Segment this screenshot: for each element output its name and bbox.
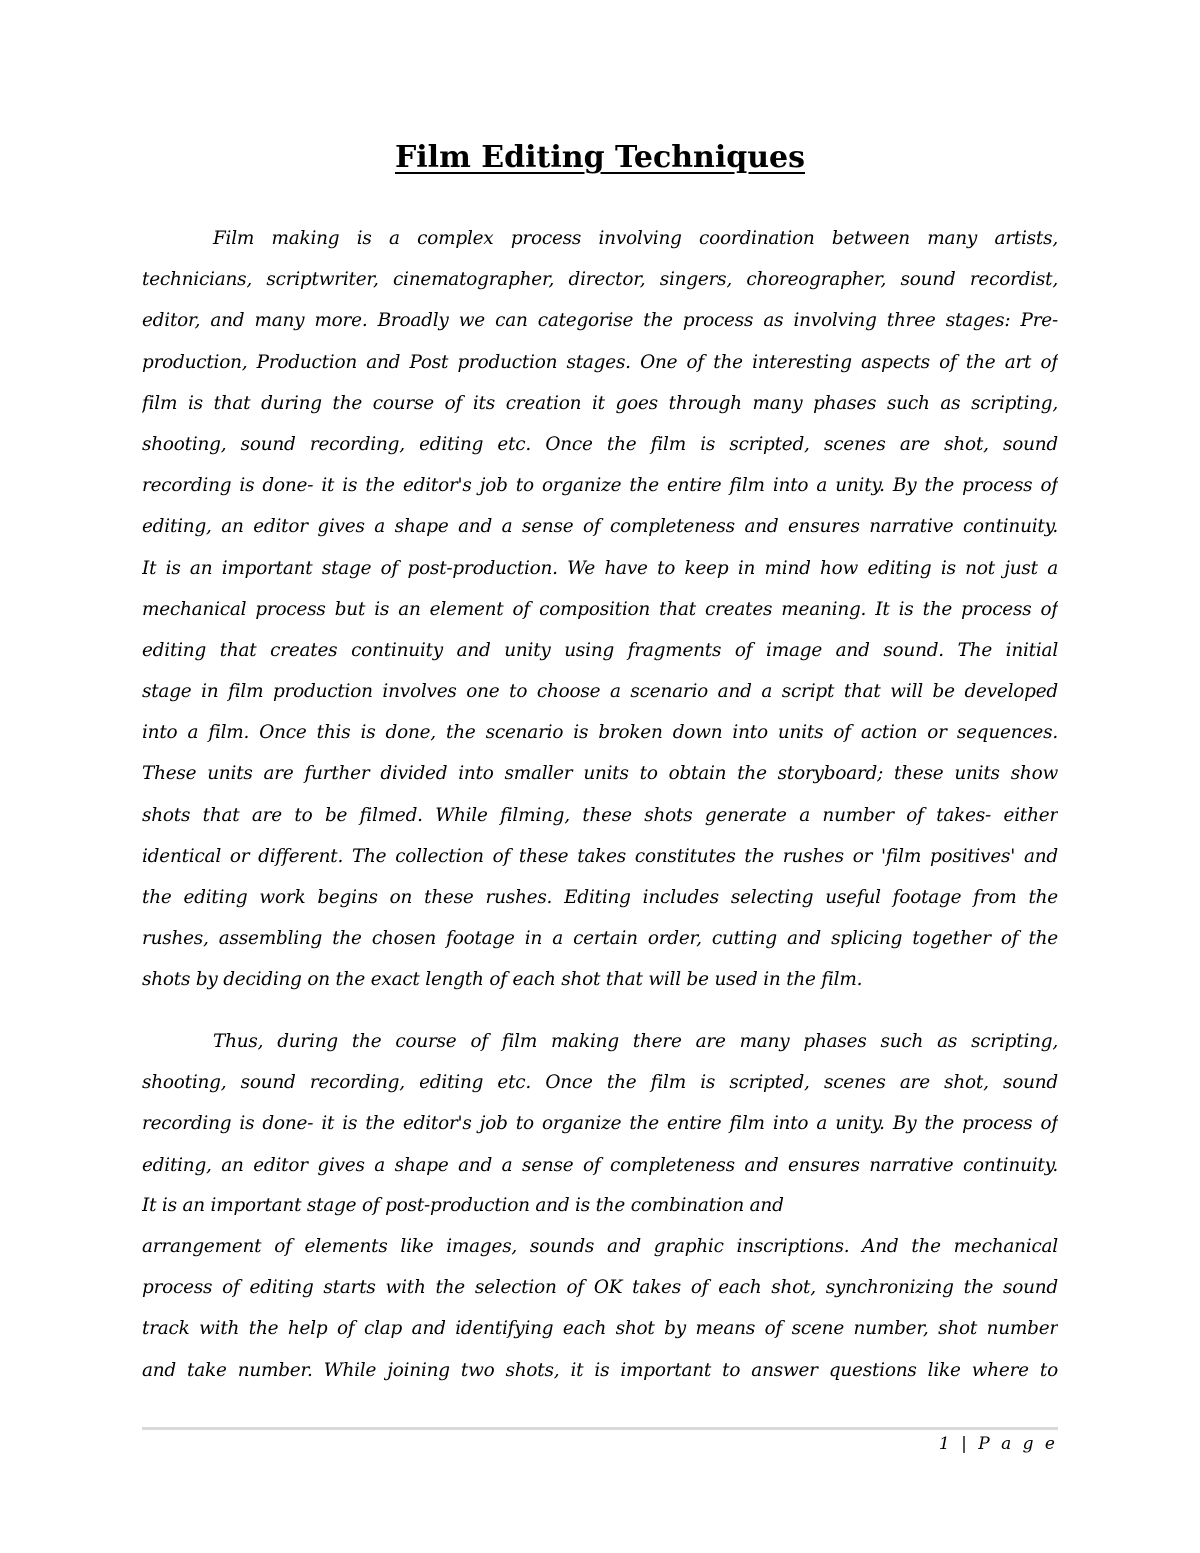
paragraph-line: and take number. While joining two shots, it is important to answer questions like where to <box>142 1359 1058 1381</box>
paragraph-line: process of editing starts with the selection of OK takes of each shot, synchronizing the sound <box>142 1277 1058 1299</box>
paragraph-line: film is that during the course of its creation it goes through many phases such as scripting, <box>142 392 1058 414</box>
paragraph-line: It is an important stage of post-production and is the combination and <box>142 1195 784 1216</box>
paragraph-line: Thus, during the course of film making there are many phases such as scripting, <box>213 1031 1058 1052</box>
paragraph-line: stage in film production involves one to choose a scenario and a script that will be developed <box>142 681 1058 703</box>
paragraph-line: It is an important stage of post-production. We have to keep in mind how editing is not just a <box>142 557 1058 579</box>
paragraph-line: the editing work begins on these rushes. Editing includes selecting useful footage from the <box>142 887 1058 908</box>
paragraph-2 <box>142 1021 1058 1186</box>
paragraph-line: arrangement of elements like images, sounds and graphic inscriptions. And the mechanical <box>142 1236 1058 1257</box>
paragraph-line: editing, an editor gives a shape and a sense of completeness and ensures narrative continuity. <box>142 1154 1058 1176</box>
paragraph-line: recording is done- it is the editor's job to organize the entire film into a unity. By the process of <box>142 475 1058 497</box>
paragraph-line: shots by deciding on the exact length of each shot that will be used in the film. <box>142 969 863 991</box>
paragraph-line: technicians, scriptwriter, cinematographer, director, singers, choreographer, sound recordist, <box>142 269 1058 291</box>
paragraph-line: mechanical process but is an element of composition that creates meaning. It is the process of <box>142 598 1058 620</box>
paragraph-line: track with the help of clap and identifying each shot by means of scene number, shot number <box>142 1318 1058 1340</box>
paragraph-line: shooting, sound recording, editing etc. Once the film is scripted, scenes are shot, sound <box>142 1072 1058 1094</box>
paragraph-line: production, Production and Post production stages. One of the interesting aspects of the art of <box>142 351 1058 373</box>
paragraph-line: editor, and many more. Broadly we can categorise the process as involving three stages: Pre- <box>142 310 1058 332</box>
document-title: Film Editing Techniques <box>394 140 806 175</box>
paragraph-line: identical or different. The collection of these takes constitutes the rushes or 'film positives' and <box>142 845 1058 867</box>
paragraph-line: rushes, assembling the chosen footage in a certain order, cutting and splicing together of the <box>142 928 1058 950</box>
paragraph-3 <box>142 1226 1058 1391</box>
paragraph-line: These units are further divided into smaller units to obtain the storyboard; these units show <box>142 763 1058 785</box>
paragraph-line: recording is done- it is the editor's job to organize the entire film into a unity. By the process of <box>142 1113 1058 1135</box>
page-number: 1 | P a g e <box>938 1434 1058 1454</box>
paragraph-line: shooting, sound recording, editing etc. Once the film is scripted, scenes are shot, sound <box>142 433 1058 455</box>
paragraph-line: shots that are to be filmed. While filming, these shots generate a number of takes- either <box>142 804 1058 826</box>
footer-divider <box>142 1427 1058 1430</box>
paragraph-line: editing, an editor gives a shape and a sense of completeness and ensures narrative continuity. <box>142 516 1058 538</box>
paragraph-1 <box>142 218 1058 1001</box>
paragraph-line: Film making is a complex process involving coordination between many artists, <box>213 228 1058 249</box>
paragraph-2-short-line <box>142 1185 1058 1226</box>
paragraph-line: editing that creates continuity and unity using fragments of image and sound. The initial <box>142 639 1058 661</box>
paragraph-line: into a film. Once this is done, the scenario is broken down into units of action or sequences. <box>142 722 1058 744</box>
